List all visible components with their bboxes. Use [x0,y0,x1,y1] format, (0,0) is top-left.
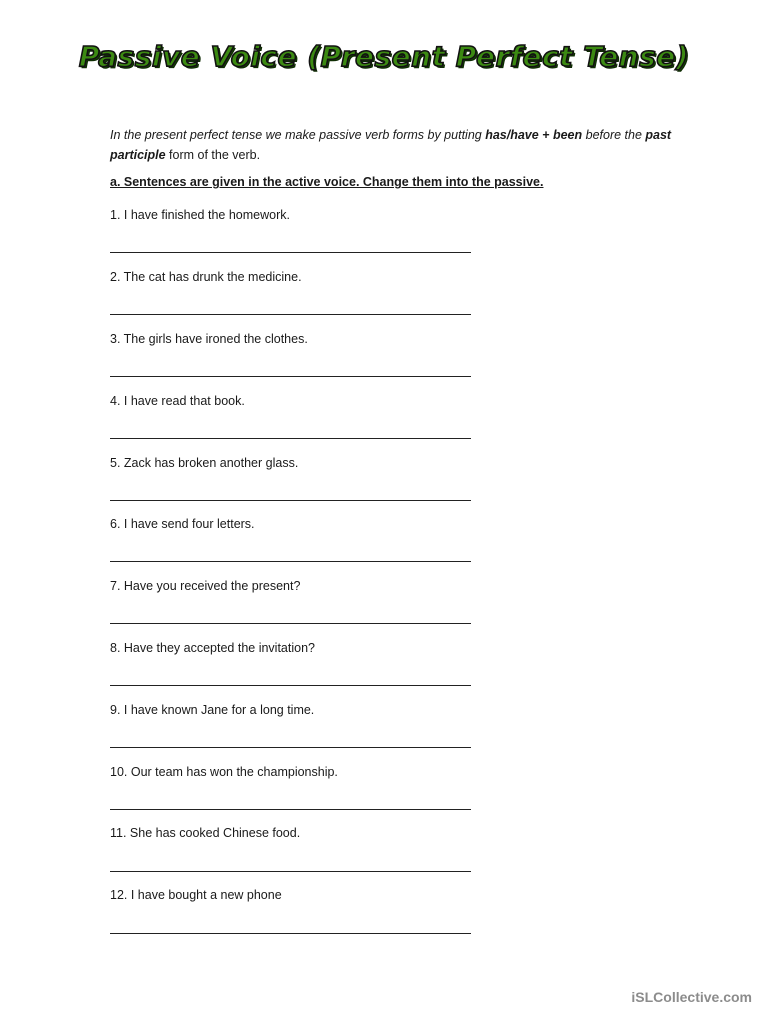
question-9: 9. I have known Jane for a long time. [110,703,315,717]
question-11: 11. She has cooked Chinese food. [110,826,301,840]
question-3: 3. The girls have ironed the clothes. [110,332,308,346]
answer-line-9[interactable] [110,747,471,748]
intro-emphasis-has-have-been: has/have + been [485,128,583,142]
intro-text-2: before the [582,128,646,142]
intro-emphasis-past-participle: past participle [110,128,672,162]
question-6: 6. I have send four letters. [110,517,255,531]
question-1: 1. I have finished the homework. [110,208,290,222]
answer-line-6[interactable] [110,561,471,562]
question-10: 10. Our team has won the championship. [110,765,338,779]
worksheet-title: Passive Voice (Present Perfect Tense) [78,40,690,73]
question-7: 7. Have you received the present? [110,579,301,593]
answer-line-5[interactable] [110,500,471,501]
question-5: 5. Zack has broken another glass. [110,456,299,470]
answer-line-11[interactable] [110,871,471,872]
answer-line-8[interactable] [110,685,471,686]
exercise-instruction: a. Sentences are given in the active voice. Change them into the passive. [110,175,544,189]
intro-paragraph [110,125,690,165]
answer-line-12[interactable] [110,933,471,934]
question-12: 12. I have bought a new phone [110,888,282,902]
question-8: 8. Have they accepted the invitation? [110,641,315,655]
intro-text-3: form of the verb. [165,148,261,162]
answer-line-7[interactable] [110,623,471,624]
answer-line-4[interactable] [110,438,471,439]
answer-line-1[interactable] [110,252,471,253]
answer-line-3[interactable] [110,376,471,377]
watermark-logo: iSLCollective.com [631,989,752,1005]
answer-line-2[interactable] [110,314,471,315]
intro-text-1: In the present perfect tense we make passive verb forms by putting [110,128,486,142]
question-4: 4. I have read that book. [110,394,245,408]
question-2: 2. The cat has drunk the medicine. [110,270,302,284]
answer-line-10[interactable] [110,809,471,810]
